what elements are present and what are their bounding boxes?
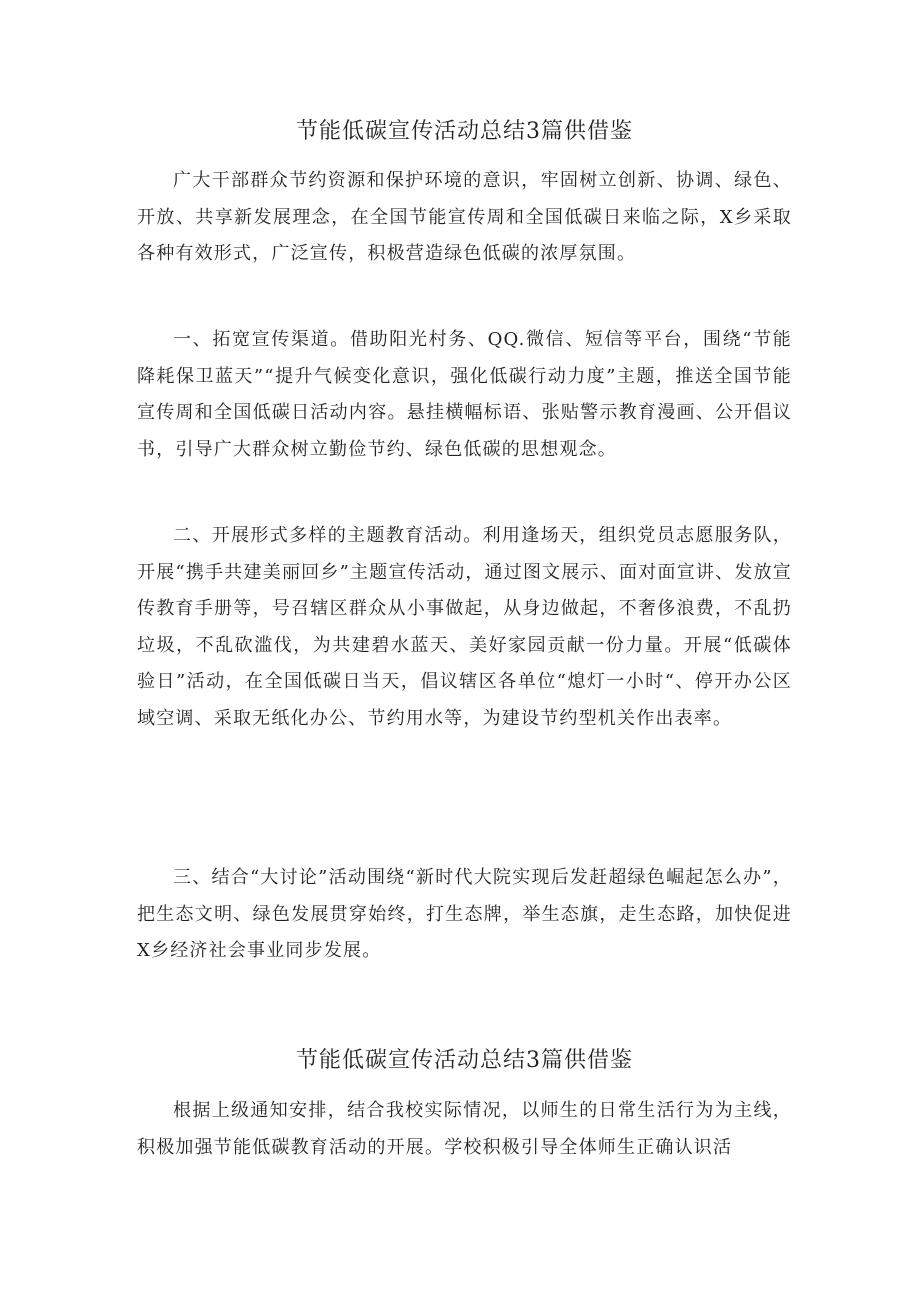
section-1-title: 节能低碳宣传活动总结3篇供借鉴 (296, 119, 633, 144)
section-1-paragraph-intro: 广大干部群众节约资源和保护环境的意识，牢固树立创新、协调、绿色、开放、共享新发展理念，在全国节能宣传周和全国低碳日来临之际，X乡采取各种有效形式，广泛宣传，积极营造绿色低碳的浓厚氛围。 (137, 170, 792, 264)
section-2-paragraph-intro: 根据上级通知安排，结合我校实际情况，以师生的日常生活行为为主线，积极加强节能低碳教育活动的开展。学校积极引导全体师生正确认识活 (137, 1100, 792, 1158)
section-1-paragraph-two: 二、开展形式多样的主题教育活动。利用逢场天，组织党员志愿服务队，开展“携手共建美丽回乡”主题宣传活动，通过图文展示、面对面宣讲、发放宣传教育手册等，号召辖区群众从小事做起，从身边做起，不奢侈浪费，不乱扔垃圾，不乱砍滥伐，为共建碧水蓝天、美好家园贡献一份力量。开展“低碳体验日”活动，在全国低碳日当天，倡议辖区各单位“熄灯一小时“、停开办公区域空调、采取无纸化办公、节约用水等，为建设节约型机关作出表率。 (137, 525, 792, 729)
section-1-paragraph-one: 一、拓宽宣传渠道。借助阳光村务、QQ.微信、短信等平台，围绕“节能降耗保卫蓝天”“提升气候变化意识，强化低碳行动力度”主题，推送全国节能宣传周和全国低碳日活动内容。悬挂横幅标语、张贴警示教育漫画、公开倡议书，引导广大群众树立勤俭节约、绿色低碳的思想观念。 (137, 329, 792, 460)
section-1-paragraph-three: 三、结合“大讨论”活动围绕“新时代大院实现后发赶超绿色崛起怎么办”，把生态文明、绿色发展贯穿始终，打生态牌，举生态旗，走生态路，加快促进X乡经济社会事业同步发展。 (137, 867, 792, 961)
section-2-title: 节能低碳宣传活动总结3篇供借鉴 (296, 1048, 633, 1073)
